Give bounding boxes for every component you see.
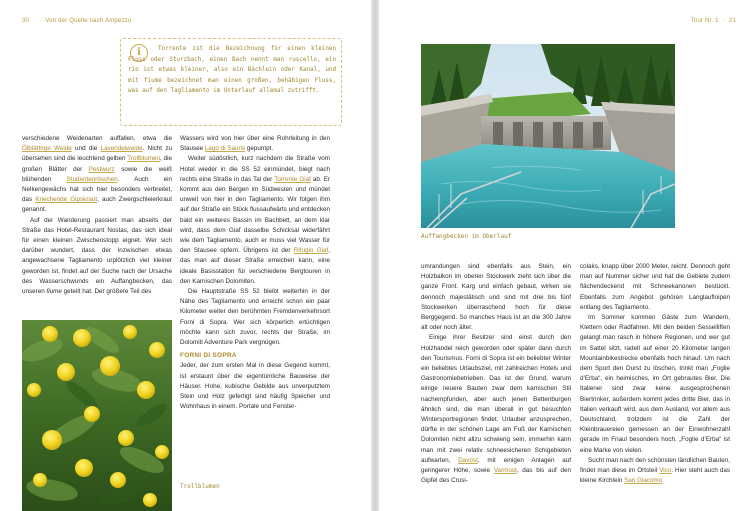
text-run: Auf der Wanderung passiert man abseits der Straße das Hotel-Restaurant Nostas, das sich ideal für einen kleinen Zwischenstopp eignet. Wer sich darüber wundert, dass der inzwischen etwas angewachsene Tagliamento urplötzlich viel kleiner geworden ist, findet auf der Suche nach der Ursache des Wasserschwunds ein Auffangbecken, das unseren (22, 216, 172, 296)
info-icon: i (130, 44, 148, 62)
paragraph (580, 262, 730, 313)
paragraph (22, 134, 172, 216)
text-run: . Auch ein Nelkengewächs hat sich hier besonders verbreitet, das (22, 175, 172, 204)
highlighted-term: Varmost (493, 467, 517, 475)
paragraph (580, 313, 730, 456)
highlighted-term: Rifugio Giaf (293, 247, 329, 255)
highlighted-term: Ölblättrige Weide (22, 145, 72, 153)
right-column-1 (421, 262, 571, 486)
paragraph (180, 134, 330, 154)
auffangbecken-caption: Auffangbecken im Oberlauf (421, 233, 512, 240)
text-run: verschiedene Weidenarten auffallen, etwa die (22, 135, 172, 142)
highlighted-term: Lago di Sauris (204, 145, 246, 153)
text-run: , mit einigen Anlagen auf geringerer Höhe, sowie (421, 456, 572, 475)
paragraph (580, 456, 730, 487)
info-box-text: Torrente ist die Bezeichnung für einen kleinen Fluss oder Sturzbach, einen Bach nennt man ruscello, ein rio ist etwas kleiner, also ein Bächlein oder Kanal, und mit fiume bezeichnet man einen großen, behäbigen Fluss, was auf den Tagliamento im Unterlauf allemal zutrifft. (128, 46, 336, 95)
book-gutter (371, 0, 379, 511)
right-page (379, 0, 750, 511)
right-page-number: 21 (728, 18, 736, 24)
paragraph (180, 361, 330, 412)
highlighted-term: Torrente Giaf (274, 175, 311, 183)
highlighted-term: Pestwurz (88, 165, 115, 173)
left-column-1 (22, 134, 172, 297)
text-run: colaks, knapp über 2000 Meter, reicht. Dennoch geht man auf Nummer sicher und hat die Gebiete zudem flächendeckend mit Schneekanonen bestückt. Ebenfalls zum Angebot gehören Langlaufloipen entlang des Tagliamento. (580, 263, 730, 311)
text-run: , das man auf dieser Straße erreichen kann, eine ideale Basisstation für verschiedene Bergtouren in den Karnischen Dolomiten. (180, 247, 331, 285)
trollblumen-photo (22, 320, 172, 511)
highlighted-term: Lavendelweide (100, 145, 143, 153)
section-heading: FORNI DI SOPRA (180, 352, 237, 360)
left-running-head: 30 · Von der Quelle nach Ampezzo (22, 18, 132, 24)
text-run: , das bis auf den Gipfel des Crusi- (421, 467, 571, 485)
highlighted-term: Vico (659, 467, 672, 475)
text-run: , die großen Blätter der (22, 155, 172, 173)
right-column-2 (580, 262, 730, 486)
text-run: Wassers wird von hier über eine Rohrleitung in den Stausee (180, 135, 330, 153)
highlighted-term: Kriechende Gipskraut (35, 196, 98, 204)
highlighted-term: Davost (458, 456, 478, 464)
text-run: Einige ihrer Besitzer sind einst durch den Holzhandel reich geworden oder später dann durch den Tourismus. Forni di Sopra ist ein beliebter Winter ein beliebtes Urlaubsziel, mit zahlreichen Hotels und Gastronomiebetrieben. Das ist der Grund, warum einige neuere Bauten zwar dem karnischen Stil nachempfunden, aber auch jenen Bettenburgen ähnlich sind, die man überall in gut besuchten Wintersportregionen findet. Urlauber anzusprechen, dürfte in der schönen Lage am Fuß der Karnischen Dolomiten nicht allzu schwierig sein, immerhin kann man mit zwei relativ schneesicheren Schigebieten aufwarten, (421, 334, 571, 464)
paragraph (421, 262, 571, 333)
left-column-2 (180, 134, 330, 412)
left-page-number: 30 (22, 18, 30, 24)
text-run: sowie die weiß blühenden (22, 165, 173, 183)
text-run: ab. Er kommt aus den Bergen im Südwesten und mündet unweit von hier in den Tagliamento. Wir folgen ihm auf der Straße ein Stück flussaufwärts und entdecken bald ein weiteres Bassin im Bachbett, an dem klar wird, dass dem Giaf dasselbe Schicksal widerfährt wie dem Tagliamento, auch er muss viel Wasser für den Stausee opfern. Übrigens ist der (180, 175, 330, 255)
paragraph (22, 216, 172, 298)
highlighted-term: San Giacomo (624, 477, 663, 485)
text-run: gepumpt. (245, 145, 274, 153)
paragraph (421, 333, 571, 486)
text-run: Jeder, der zum ersten Mal in diese Gegend kommt, ist erstaunt über die eigentümliche Bauweise der Häuser. Hohe, kubische Gebilde aus unverputztem Stein und Holz gefertigt sind häufig Speicher und Wohnhaus in einem. Portale und Fenster- (180, 362, 330, 411)
right-running-head: Tour Nr. 1 · 21 (690, 18, 736, 24)
highlighted-term: Studentenröschen (66, 175, 118, 183)
text-run: . Nicht zu übersehen sind die leuchtend gelben (22, 145, 172, 163)
text-run: . Hier steht auch das kleine Kirchlein (580, 467, 730, 485)
text-run: und die (71, 145, 101, 153)
left-running-title: Von der Quelle nach Ampezzo (45, 18, 132, 24)
italic-term: fiume (46, 288, 62, 296)
paragraph (180, 287, 330, 348)
text-run: , auch Zwergschleierkraut genannt. (22, 196, 172, 214)
right-running-title: Tour Nr. 1 (690, 18, 719, 24)
paragraph (180, 154, 330, 287)
highlighted-term: Trollblumen (127, 155, 160, 163)
text-run: Sucht man nach den schönsten ländlichen Bauten, findet man diese im Ortsteil (580, 456, 730, 475)
text-run: Weiter südöstlich, kurz nachdem die Straße vom Hotel wieder in die SS 52 einmündet, biegt nach rechts eine Straße in das Tal der (180, 155, 330, 183)
text-run: Die Hauptstraße SS 52 bleibt weiterhin in der Nähe des Tagliamento und erreicht schon ein paar Kilometer weiter den berühmten Fremdenverkehrsort Forni di Sopra. Wer sich körperlich ertüchtigen möchte kann sich zuvor, rechts der Straße, im Dolomiti Adventure Park vergnügen. (180, 288, 330, 347)
auffangbecken-photo (421, 44, 675, 228)
left-page (0, 0, 371, 511)
text-run: Im Sommer kommen Gäste zum Wandern, Klettern oder Radfahren. Mit den beiden Sesselliften gelangt man rasch in höhere Regionen, und wer gut im Sattel sitzt, radelt auf einer 20 Kilometer langen Mountainbikestrecke ebenfalls hoch hinauf. Um nach dem Sport den Durst zu löschen, trinkt man „Foglie d’Erba“, ein heimisches, im Ort gebrautes Bier. Die Italiener sind zwar keine ausgesprochenen Biertrinker, außerdem kommt jedes dritte Bier, das in Italien verkauft wird, aus dem Ausland, vor allem aus Deutschland, trotzdem ist die Zahl der Kleinbrauereien gemessen an der Einwohnerzahl gerade im Friaul besonders hoch. „Foglie d’Erba“ ist eine Marke von vielen. (580, 314, 730, 454)
trollblumen-caption: Trollblumen (180, 483, 220, 490)
text-run: umrandungen sind ebenfalls aus Stein, ein Holzbalkon im oberen Stockwerk zieht sich über die ganze Front. Karg und einfach gebaut, wirken sie dennoch majestätisch und sind mit drei bis fünf Stockwerken überraschend hoch für diese Berggegend. So manches Haus ist an die 300 Jahre alt oder noch älter. (421, 263, 571, 332)
text-run: geteilt hat. Der größere Teil des (61, 288, 152, 296)
